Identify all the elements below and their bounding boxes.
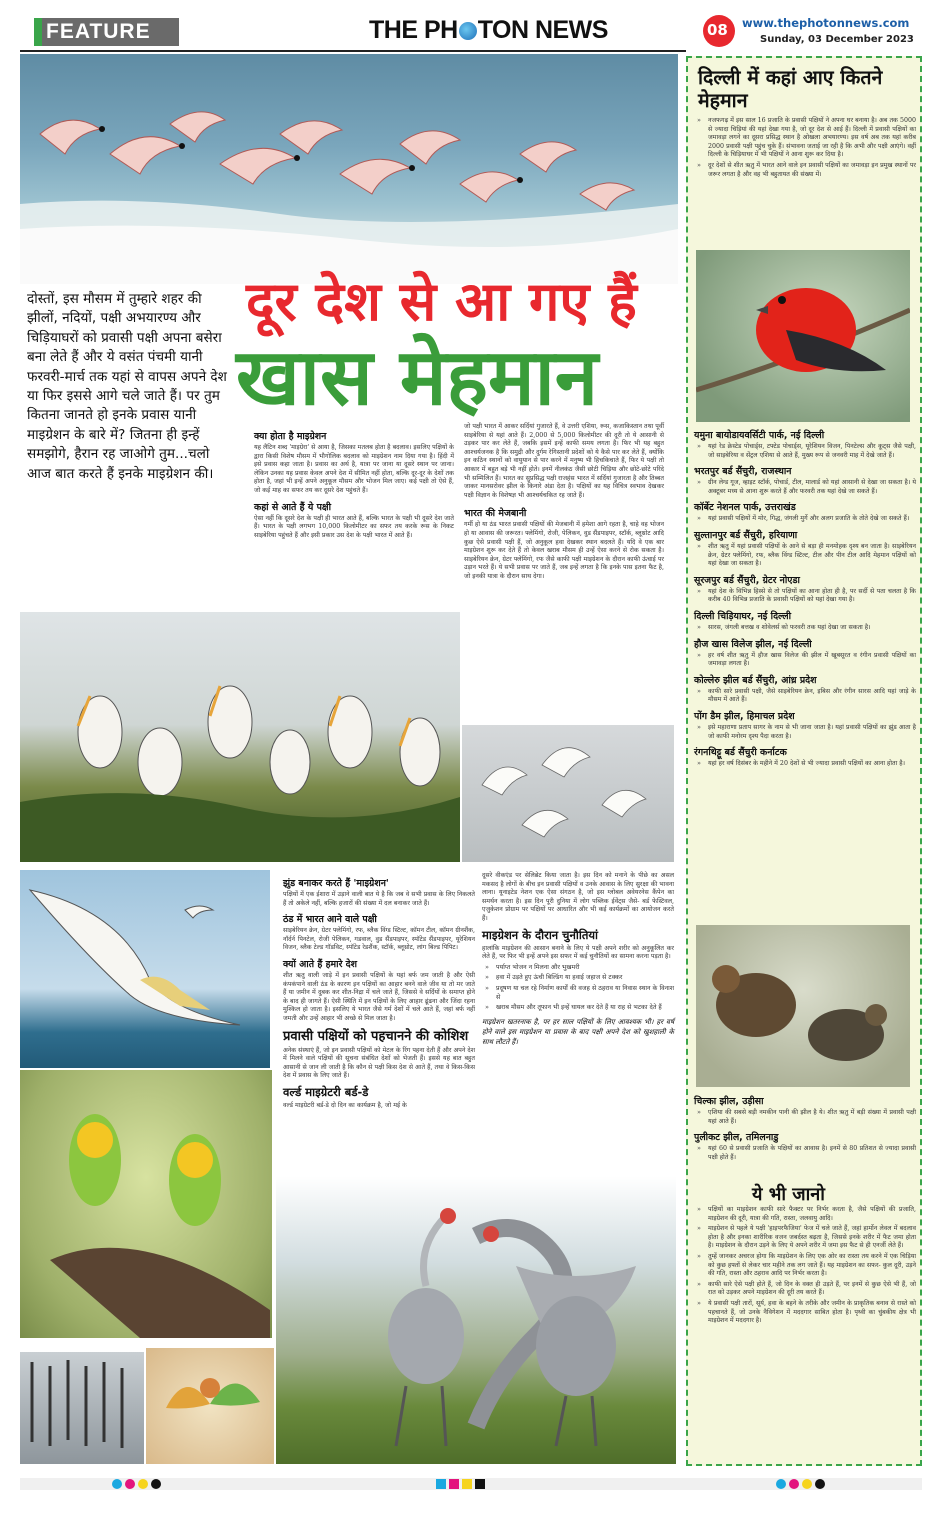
registration-marks-left: [112, 1479, 161, 1489]
scarlet-tanager-photo: [696, 250, 910, 422]
body-winter-birds: साइबेरियन क्रेन, ग्रेटर फ्लेमिंगो, रफ, ब्लैक विंग्ड स्टिल्ट, कॉमन टील, कॉमन ग्रीनशैंक, नॉर्दर्न पिनटेल, रोजी पेलिकन, गडवाल, वुड सैंडपाइपर, स्पॉटेड सैंडपाइपर, यूरेशियन विजन, ब्लैक टेल्ड गॉडविट, स्पॉटेड रेडशैंक, स्टॉर्क, ब्लूथ्रोट, लांग बिल्ड पिपिट।: [283, 927, 475, 952]
headline-line1: दूर देश से आ गए हैं: [246, 270, 637, 333]
place-heading: पुलीकट झील, तमिलनाडु: [694, 1132, 779, 1144]
challenge-quote: माइग्रेशन खतरनाक है, पर हर साल पक्षियों के लिए आवश्यक भी। हर वर्ष होने वाले इस माइग्रेशन या प्रवास के बाद पक्षी अपने देश को खुशहाली के साथ लौटते हैं।: [482, 1017, 674, 1046]
list-item: » तुम्हें जानकर अचरज होगा कि माइग्रेशन के लिए एक ओर का रास्ता तय करने में एक चिड़िया को कुछ हफ्तों से लेकर चार महीने तक लग जाते हैं। यह माइग्रेशन का सफर- कुल दूरी, उड़ने की गति, रास्ता और ठहराव आदि पर निर्भर करता है।: [694, 1253, 916, 1279]
body-bird-day: वर्ल्ड माइग्रेटरी बर्ड-डे दो दिन का कार्यक्रम है, जो मई के: [283, 1101, 407, 1109]
body-challenges: हालांकि माइग्रेशन की आसान बनाने के लिए ये पक्षी अपने शरीर को अनुकूलित कर लेते हैं, पर फिर भी इन्हें अपने इस सफर में कई चुनौतियों का सामना करना पड़ता है।: [482, 944, 674, 961]
place-text: » यहां रेड क्रेस्टेड पोचार्ड्स, टफ्टेड पोचार्ड्स, यूरेशियन विजन, पिनटेल्स और कूट्स जैसे पक्षी, जो साइबेरिया व सेंट्रल एशिया से आते हैं, मुख्य रूप से जनवरी माह में देखे जाते हैं।: [694, 443, 916, 460]
issue-date: Sunday, 03 December 2023: [760, 34, 914, 45]
place-text: » ग्रीन लेग्ड गूज, व्हाइट स्टॉर्क, पोचार्ड, टील, मालार्ड को यहां आसानी से देखा जा सकता है। ये अक्टूबर मध्य से आना शुरू करते हैं और फरवरी तक यहां देखे जा सकते हैं।: [694, 479, 916, 496]
heading-challenges: माइग्रेशन के दौरान चुनौतियां: [482, 927, 599, 942]
bee-eater-pair-photo: [146, 1348, 274, 1464]
body-identify: अनेक संस्थाएं हैं, जो इन प्रवासी पक्षियों को मेटल के रिंग पहना देती हैं और अपने देश में मिलने वाले पक्षियों की सूचना संबंधित देशों को भेजती हैं। इससे यह बात बहुत आसानी से जान ली जाती है कि कौन से पक्षी किस देश से आते हैं, तथा वे किस-किस देश में प्रवास के लिए जाते हैं।: [283, 1046, 475, 1080]
body-india-host: गर्मी हो या ठंड भारत प्रवासी पक्षियों की मेजबानी में हमेशा आगे रहता है, चाहे वह भोजन हो या आवास की जरूरत। फ्लेमिंगो, रोजी, पेलिकन, वुड सैंडपाइपर, स्टॉर्क, ब्लूथ्रोट आदि कुछ ऐसे प्रवासी पक्षी हैं, जो अनुकूल हवा देखकर स्थान बदलते हैं। यदि वे एक बार माइग्रेशन शुरू कर देते हैं तो केवल खराब मौसम ही उन्हें ऐसा करने से रोक सकता है। साइबेरियन क्रेन, ग्रेटर फ्लेमिंगो, रफ जैसे काफी पक्षी माइग्रेशन के दौरान काफी ऊंचाई पर उड़ान भरते हैं। ये सभी प्रवास पर जाते हैं, जब इन्हें लगता है कि इनके पास इतना फैट है, जो इनकी यात्रा के दौरान साथ देगा।: [464, 521, 664, 580]
body-flock: पक्षियों में एक ईशारा में उड़ाने वाली बात ये है कि जब वे सभी प्रवास के लिए निकलते हैं तो अकेले नहीं, बल्कि हजारों की संख्या में दल बनाकर जाते हैं।: [283, 891, 475, 907]
place-text: » एशिया की सबसे बड़ी नमकीन पानी की झील है ये। शीत ऋतु में बड़ी संख्या में प्रवासी पक्षी यहां आते हैं।: [694, 1109, 916, 1126]
registration-marks-center: [436, 1479, 485, 1489]
registration-marks-right: [776, 1479, 825, 1489]
list-item: » नजफगढ़ में इस साल 16 प्रजाति के प्रवासी पक्षियों ने अपना घर बनाया है। अब तक 5000 से ज्यादा चिड़ियां की यहां देखा गया है, जो दूर देश से आई हैं। दिल्ली में प्रवासी पक्षियों का जमावड़ा लगने का दूसरा प्रसिद्ध स्थान है ओखला अभयारण्य। इस वर्ष अब तक यहां करीब 2000 प्रवासी पक्षी पहुंच चुके हैं। संभावना जताई जा रही है कि अभी और पक्षी आएंगे। वहीं दिल्ली के चिड़ियाघर में भी पक्षियों ने आना शुरू कर दिया है।: [694, 117, 916, 160]
place-heading: दिल्ली चिड़ियाघर, नई दिल्ली: [694, 610, 792, 622]
facts-list: [694, 1206, 916, 1328]
heading-flock: झुंड बनाकर करते हैं 'माइग्रेशन': [283, 878, 389, 889]
body-where-from: ऐसा नहीं कि दूसरे देश के पक्षी ही भारत आते हैं, बल्कि भारत के पक्षी भी दूसरे देश जाते हैं। भारत के पक्षी लगभग 10,000 किलोमीटर का सफर तय करके रूस के निकट साइबेरिया पहुंचते हैं और इसी प्रकार उस देश के पक्षी भारत में आते हैं।: [254, 514, 454, 539]
column-hosting: [464, 423, 664, 584]
partridge-photo: [696, 925, 910, 1087]
list-item: » प्रदूषण या चल रहे निर्माण कार्यों की वजह से ठहराव या निवास स्थान के विनाश से: [482, 985, 674, 1002]
place-text: » हर वर्ष शीत ऋतु में हौज खास विलेज की झील में खूबसूरत व रंगीन प्रवासी पक्षियों का जमावड़ा लगता है।: [694, 652, 916, 669]
headline-line2: खास मेहमान: [236, 333, 599, 423]
masthead: THE PH TON NEWS: [369, 16, 608, 44]
painted-stork-photo: [20, 612, 460, 862]
body-why-come: शीत ऋतु वाली जाड़े में इन प्रवासी पक्षियों के यहां बर्फ जम जाती है और ऐसी कंपकंपाने वाली ठंड के कारण इन पक्षियों का आहार बनने वाले जीव या तो मर जाते हैं या जमीन में दुबक कर शीत-निद्रा में चले जाते हैं, जिससे वे सर्दियों के समाप्त होने के बाद ही जागते हैं। ऐसी स्थिति में इन पक्षियों के लिए आहार ढूंढना और जिंदा रहना मुश्किल हो जाता है। इसलिए ये भारत जैसे गर्म देशों में चले आते हैं, जहां बर्फ नहीं जमती और उन्हें आहार भी अच्छे से मिल जाता है।: [283, 971, 475, 1022]
gannet-photo: [20, 870, 270, 1068]
place-heading: हौज खास विलेज झील, नई दिल्ली: [694, 638, 812, 650]
list-item: » काफी सारे ऐसे पक्षी होते हैं, जो दिन के वक्त ही उड़ते हैं, पर इनमें से कुछ ऐसे भी हैं, जो रात को उड़कर अपने माइग्रेशन की दूरी तय करते हैं।: [694, 1281, 916, 1298]
intro-text: दोस्तों, इस मौसम में तुम्हारे शहर की झीलों, नदियों, पक्षी अभयारण्य और चिड़ियाघरों को प्रवासी पक्षी अपना बसेरा बना लेते हैं और ये वसंत पंचमी यानी फरवरी-मार्च तक यहां से वापस अपने देश या फिर इससे आगे चले जाते हैं। पर तुम कितना जानते हो इनके प्रवास यानी माइग्रेशन के बारे में? जितना ही इन्हें समझोगे, हैरान रह जाओगे तुम...चलो आज बात करते हैं इनके माइग्रेशन की।: [27, 291, 227, 482]
sidebar-places-2: [694, 1090, 916, 1164]
heading-where-from: कहां से आते हैं ये पक्षी: [254, 501, 332, 513]
place-heading: यमुना बायोडायवर्सिटी पार्क, नई दिल्ली: [694, 430, 825, 441]
logo-globe-icon: [459, 22, 477, 40]
column-migration: [254, 425, 454, 542]
challenge-list: [482, 964, 674, 1013]
body-what-is-migration: यह लैटिन शब्द 'माइग्रेरा' से आया है, जिसका मतलब होता है बदलाव। इसलिए पक्षियों के द्वारा किसी विशेष मौसम में भौगोलिक बदलाव को माइग्रेशन नाम दिया गया है। हिंदी में इसे प्रवास कहा जाता है। प्रवास का अर्थ है, यात्रा पर जाना या दूसरे स्थान पर जाना। लेकिन उनका यह प्रवास केवल अपने देश में सीमित नहीं होता, बल्कि दूर-दूर के देशों तक होता है, जहां भी इन्हें अपने अनुकूल मौसम और भोजन मिल जाए। कई पक्षी तो ऐसे हैं, जो कई माह का सफर तय कर दूसरे देश पहुंचते हैं।: [254, 444, 454, 494]
heading-winter-birds: ठंड में भारत आने वाले पक्षी: [283, 914, 377, 926]
place-heading: पोंग डैम झील, हिमाचल प्रदेश: [694, 710, 795, 722]
sidebar-places: [694, 424, 916, 771]
list-item: » पर्याप्त भोजन न मिलना और भुखमरी: [482, 964, 674, 973]
list-item: » माइग्रेशन से पहले ये पक्षी 'हाइपरफैजिया' फेज में चले जाते हैं, जहां हार्मोन लेवल में बदलाव होता है और इनका शारीरिक वजन जबर्दस्त बढ़ता है, जिससे इनके शरीर में फैट जमा होता है। माइग्रेशन के दौरान उड़ने के लिए ये अपने शरीर में जमा इस फैट से ही एनर्जी लेते हैं।: [694, 1225, 916, 1251]
body-bird-day-cont: दूसरे वीकएंड पर सेलिब्रेट किया जाता है। इस दिन को मनाने के पीछे का असल मकसद है लोगों के बीच इन प्रवासी पक्षियों व उनके आवास के लिए सुरक्षा की भावना लाना। यूनाइटेड नेशन एक ऐसा संगठन है, जो इस ग्लोबल अवेयरनेस कैंपेन का समर्थन करता है। इस दिन पूरी दुनिया में लोग पब्लिक ईवेंट्स जैसे- बर्ड फेस्टिवल, एजुकेशन प्रोग्राम पर पक्षियों पर आधारित और भी कई कार्यक्रमों का आयोजन करते हैं।: [482, 872, 674, 922]
website[interactable]: www.thephotonnews.com: [742, 16, 910, 30]
place-text: » यहां हर वर्ष दिसंबर के महीने में 20 देशों से भी ज्यादा प्रवासी पक्षियों का आना होता है।: [694, 760, 916, 769]
column-flock: [283, 872, 475, 1113]
sidebar-title: दिल्ली में कहां आए कितने मेहमान: [698, 66, 883, 112]
sidebar-intro: [694, 117, 916, 181]
header-rule: [20, 50, 686, 52]
place-text: » सारस, जंगली बत्तख व शोवेलर्स को फरवरी तक यहां देखा जा सकता है।: [694, 624, 916, 633]
place-heading: कॉर्बेट नेशनल पार्क, उत्तराखंड: [694, 502, 796, 514]
place-text: » इसे महाराणा प्रताप सागर के नाम से भी जाना जाता है। यहां प्रवासी पक्षियों का झुंड आता है जो काफी मनोरम दृश्य पैदा करता है।: [694, 724, 916, 741]
list-item: » खराब मौसम और तूफान भी इन्हें घायल कर देते हैं या राह से भटका देते हैं: [482, 1004, 674, 1013]
section-label: FEATURE: [46, 20, 151, 43]
ibis-flight-photo: [462, 725, 674, 862]
column-challenges: [482, 872, 674, 1049]
body-asia-birds: जो पक्षी भारत में आकर सर्दियां गुजारते हैं, वे उत्तरी एशिया, रूस, कजाकिस्तान तथा पूर्वी साइबेरिया से यहां आते हैं। 2,000 से 5,000 किलोमीटर की दूरी तो ये आसानी से उड़कर पार कर लेते हैं, जबकि इसमें इन्हें काफी समय लगता है। फिर भी यह बहुत आश्चर्यजनक है कि समुद्री और दुर्गम रेगिस्तानी प्रदेशों को ये कैसे पार कर लेते हैं, क्योंकि इन कठिन स्थानों को वायुयान से पार करने में मनुष्य भी हिचकिचाते हैं, फिर ये पक्षी तो आकार में बहुत बड़े भी नहीं होते। इनमें नीलकंठ जैसी छोटी चिड़िया और छोटे-छोटे परिंदे भी सम्मिलित हैं। भारत का सुप्रसिद्ध पक्षी राजहंस भारत में सर्दियां गुजारता है और तिब्बत जाकर मानसरोवर झील के किनारे अंडा देता है। पक्षियों का यह विचित्र स्वभाव देखकर पक्षी विज्ञान के विशेषज्ञ भी आश्चर्यचकित रह जाते हैं।: [464, 423, 664, 499]
place-heading: सूरजपुर बर्ड सैंचुरी, ग्रेटर नोएडा: [694, 574, 800, 586]
place-heading: भरतपुर बर्ड सैंचुरी, राजस्थान: [694, 466, 792, 478]
heading-india-host: भारत की मेजबानी: [464, 508, 527, 520]
bee-eater-photo: [20, 1070, 272, 1338]
heading-identify: प्रवासी पक्षियों को पहचानने की कोशिश: [283, 1028, 469, 1044]
place-text: » यहां प्रवासी पक्षियों में मोर, गिद्ध, जंगली मुर्गे और अलग प्रजाति के तोते देखे जा सकते हैं।: [694, 515, 916, 524]
facts-title: ये भी जानो: [752, 1184, 825, 1205]
place-text: » यहां 60 से प्रवासी प्रजाति के पक्षियों का आवास है। इनमें से 80 प्रतिशत से ज्यादा प्रवासी पक्षी होते हैं।: [694, 1145, 916, 1162]
heading-bird-day: वर्ल्ड माइग्रेटरी बर्ड-डे: [283, 1084, 369, 1099]
list-item: » हवा में उड़ते हुए ऊंची बिल्डिंग या हवाई जहाज से टक्कर: [482, 974, 674, 983]
list-item: » पक्षियों का माइग्रेशन काफी सारे फैक्टर पर निर्भर करता है, जैसे पक्षियों की प्रजाति, माइग्रेशन की दूरी, यात्रा की गति, रास्ता, जलवायु आदि।: [694, 1206, 916, 1223]
place-text: » काफी सारे प्रवासी पक्षी, जैसे साइबेरियन क्रेन, इबिस और रंगीन सारस आदि यहां जाड़े के मौसम में आते हैं।: [694, 688, 916, 705]
place-text: » शीत ऋतु में यहां प्रवासी पक्षियों के आने से बड़ा ही मनमोहक दृश्य बन जाता है। साइबेरियन क्रेन, ग्रेटर फ्लेमिंगो, रफ, ब्लैक विंग्ड स्टिल्ट, टील और पीन टील आदि मेहमान पक्षियों को यहां देखा जा सकता है।: [694, 543, 916, 569]
sarus-crane-photo: [276, 1176, 676, 1464]
list-item: » ये प्रवासी पक्षी तारों, सूर्य, हवा के बहने के तरीके और जमीन के प्राकृतिक बनाव से रास्ते को पहचानते हैं, जो उनके नैविगेशन में मददगार साबित होता है। पृथ्वी का चुंबकीय क्षेत्र भी माइग्रेशन में मददगार है।: [694, 1300, 916, 1326]
heading-why-come: क्यों आते हैं हमारे देश: [283, 958, 358, 970]
place-heading: कोल्लेरु झील बर्ड सैंचुरी, आंध्र प्रदेश: [694, 674, 817, 686]
heading-what-is-migration: क्या होता है माइग्रेशन: [254, 431, 327, 442]
place-heading: सुल्तानपुर बर्ड सैंचुरी, हरियाणा: [694, 529, 798, 541]
page-number: 08: [707, 21, 728, 39]
place-heading: रंगनथिट्टू बर्ड सैंचुरी कर्नाटक: [694, 747, 787, 759]
list-item: » दूर देशों से शीत ऋतु में भारत आने वाले इन प्रवासी पक्षियों का जमावड़ा इन प्रमुख स्थानों पर जरूर लगता है और वह भी बहुतायत की संख्या में।: [694, 162, 916, 179]
place-heading: चिल्का झील, उड़ीसा: [694, 1096, 764, 1107]
flamingo-photo: [20, 54, 678, 284]
crane-flock-photo: [20, 1352, 144, 1464]
place-text: » यहां देश के विभिन्न हिस्से से तो पक्षियों का आना होता ही है, पर सर्दी से पता चलता है कि करीब 40 विभिन्न प्रजाति के प्रवासी पक्षियों को यहां देखा गया है।: [694, 588, 916, 605]
